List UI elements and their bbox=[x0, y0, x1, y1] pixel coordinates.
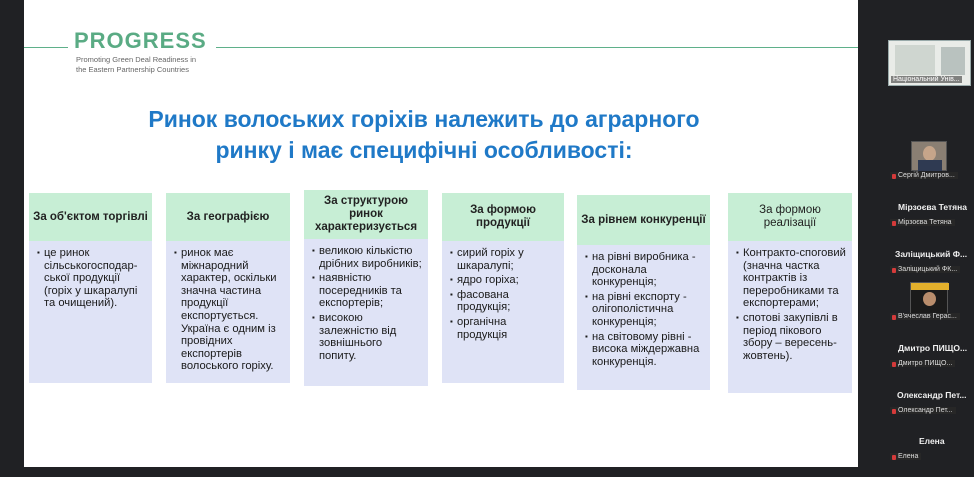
column-header: За формою реалізації bbox=[728, 193, 852, 241]
participant-name: Сергій Дмитров... bbox=[890, 172, 958, 179]
participant-name: Елена bbox=[890, 453, 921, 460]
column-header: За географією bbox=[166, 193, 290, 241]
participant-name: Мірзоєва Тетяна bbox=[890, 219, 955, 226]
list-item: ▪ Контракто-споговий (значна частка контрактів із переробниками та експортерами; bbox=[736, 247, 846, 310]
logo-subtitle: Promoting Green Deal Readiness in the Eastern Partnership Countries bbox=[76, 55, 197, 74]
participant-avatar[interactable] bbox=[911, 141, 947, 171]
column-body bbox=[442, 241, 564, 383]
column-header: За рівнем конкуренції bbox=[577, 195, 710, 245]
participant-name: Національний Унів... bbox=[893, 76, 960, 83]
list-item: ▪ фасована продукція; bbox=[450, 289, 558, 314]
participant-name: В'ячеслав Гераc... bbox=[890, 313, 960, 320]
participant-display-name: Мірзоєва Тетяна bbox=[898, 202, 967, 212]
participant-display-name: Дмитро ПИЩО... bbox=[898, 343, 968, 353]
face-shape bbox=[923, 146, 936, 161]
column-header: За формою продукції bbox=[442, 193, 564, 241]
column-body bbox=[577, 245, 710, 390]
list-item: ▪ ядро горіха; bbox=[450, 274, 558, 287]
face-shape bbox=[923, 292, 936, 306]
participant-name: Дмитро ПИЩО... bbox=[890, 360, 955, 367]
participant-name: Олександр Пет... bbox=[890, 407, 956, 414]
video-thumbnail bbox=[895, 45, 935, 75]
list-item: ▪ на рівні експорту - олігополістична конкуренція; bbox=[585, 291, 704, 329]
list-item: ▪ високою залежністю від зовнішнього попиту. bbox=[312, 312, 422, 362]
video-thumbnail bbox=[941, 47, 965, 75]
list-item: ▪ наявністю посередників та експортерів; bbox=[312, 272, 422, 310]
presentation-slide bbox=[24, 0, 858, 467]
list-item: ▪ органічна продукція bbox=[450, 316, 558, 341]
column-header: За структурою ринок характеризується bbox=[304, 190, 428, 239]
header-divider-left bbox=[24, 47, 68, 48]
participant-video-tile[interactable] bbox=[888, 40, 971, 86]
list-item: ▪ на рівні виробника - досконала конкуренція; bbox=[585, 251, 704, 289]
slide-headline: Ринок волоських горіхів належить до аграрного ринку і має специфічні особливості: bbox=[148, 106, 700, 163]
participant-display-name: Олександр Пет... bbox=[897, 390, 967, 400]
participant-display-name: Заліщицький Ф... bbox=[895, 249, 968, 259]
list-item: ▪ це ринок сільськогосподар-ської продукції (горіх у шкаралупі та очищений). bbox=[37, 247, 146, 310]
participant-display-name: Елена bbox=[919, 436, 945, 446]
header-divider-right bbox=[216, 47, 858, 48]
column-body bbox=[166, 241, 290, 383]
logo-title: PROGRESS bbox=[74, 28, 207, 53]
column-body bbox=[728, 241, 852, 393]
shirt-shape bbox=[918, 160, 942, 171]
column-header: За об'єктом торгівлі bbox=[29, 193, 152, 241]
list-item: ▪ спотові закупівлі в період пікового збору – вересень-жовтень). bbox=[736, 312, 846, 362]
participant-name: Заліщицький ФК... bbox=[890, 266, 960, 273]
list-item: ▪ ринок має міжнародний характер, оскільки значна частина продукції експортується. Україна є одним із провідних експортерів волоського горіху. bbox=[174, 247, 284, 373]
column-body bbox=[29, 241, 152, 383]
column-body bbox=[304, 239, 428, 386]
banner-shape bbox=[911, 283, 949, 290]
list-item: ▪ великою кількістю дрібних виробників; bbox=[312, 245, 422, 270]
list-item: ▪ на світовому рівні - висока міждержавна конкуренція. bbox=[585, 331, 704, 369]
list-item: ▪ сирий горіх у шкаралупі; bbox=[450, 247, 558, 272]
participant-avatar[interactable] bbox=[910, 282, 948, 314]
